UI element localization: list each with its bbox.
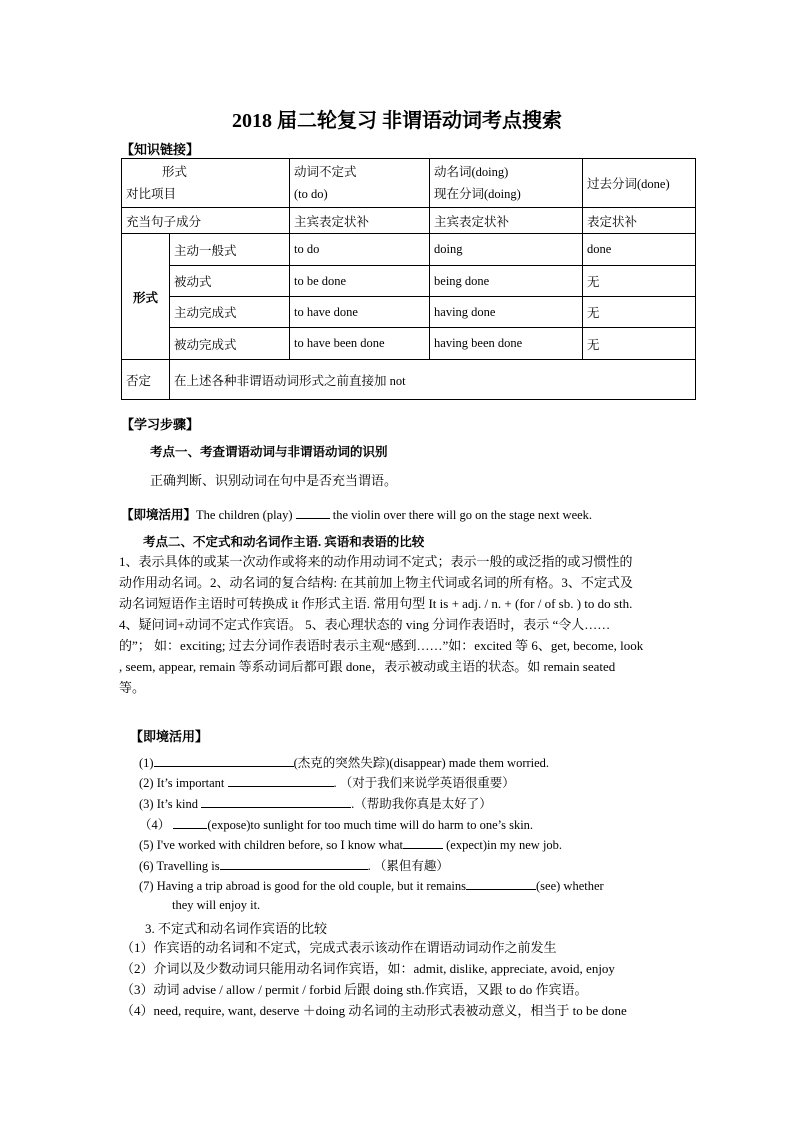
form-row-past-participle: 无 [583, 328, 696, 360]
form-row-name: 主动一般式 [170, 234, 290, 266]
answer-blank[interactable] [201, 795, 351, 808]
point3-title: 3. 不定式和动名词作宾语的比较 [145, 921, 328, 936]
answer-blank[interactable] [466, 877, 536, 890]
point3-line: （3）动词 advise / allow / permit / forbid 后跟 doing sth.作宾语，又跟 to do 作宾语。 [121, 982, 588, 997]
form-row-name: 被动完成式 [170, 328, 290, 360]
exercise-1 [139, 753, 549, 771]
exercise-7-continued: they will enjoy it. [172, 898, 261, 912]
corner-label-form: 形式 [162, 165, 188, 179]
exercise-text: （4） [139, 818, 174, 832]
point2-body [119, 551, 679, 698]
answer-blank[interactable] [173, 816, 207, 829]
point1-title: 考点一、考查谓语动词与非谓语动词的识别 [150, 445, 388, 459]
exercise-text: (1) [139, 756, 154, 770]
role-infinitive: 主宾表定状补 [290, 208, 430, 234]
point2-line: 的”； 如：exciting; 过去分词作表语时表示主观“感到……”如：excited 等 6、get, become, look [119, 638, 644, 653]
page-title: 2018 届二轮复习 非谓语动词考点搜索 [232, 110, 562, 132]
exercise-4 [139, 815, 533, 833]
header-infinitive [290, 159, 430, 208]
exercise-text: . （累但有趣） [367, 859, 449, 873]
form-row-gerund: having done [430, 297, 583, 328]
exercise-text: (expose)to sunlight for too much time will do harm to one’s skin. [207, 818, 534, 832]
form-row-gerund: doing [430, 234, 583, 266]
role-label: 充当句子成分 [122, 208, 290, 234]
corner-label-compare: 对比项目 [126, 187, 177, 201]
exercise-7 [139, 877, 604, 894]
form-label: 形式 [122, 234, 170, 360]
point1-text: 正确判断、识别动词在句中是否充当谓语。 [150, 473, 398, 488]
header-gerund-label: 动名词(doing) [434, 165, 509, 179]
point3-body [121, 937, 681, 1021]
answer-blank[interactable] [296, 506, 330, 519]
point3-line: （2）介词以及少数动词只能用动名词作宾语，如：admit, dislike, appreciate, avoid, enjoy [121, 961, 615, 976]
form-row-name: 被动式 [170, 266, 290, 297]
form-row-infinitive: to be done [290, 266, 430, 297]
exercise-text: (2) It’s important [139, 776, 228, 790]
answer-blank[interactable] [228, 774, 334, 787]
header-present-participle-label: 现在分词(doing) [434, 187, 521, 201]
header-gerund [430, 159, 583, 208]
exercise-text: (see) whether [536, 879, 604, 893]
point3-line: （4）need, require, want, deserve ＋doing 动名词的主动形式表被动意义，相当于 to be done [121, 1003, 627, 1018]
apply2-heading: 【即境活用】 [130, 729, 209, 744]
form-row-infinitive: to have been done [290, 328, 430, 360]
exercise-text: (杰克的突然失踪)(disappear) made them worried. [293, 756, 550, 770]
form-row-name: 主动完成式 [170, 297, 290, 328]
role-past-participle: 表定状补 [583, 208, 696, 234]
knowledge-table [121, 158, 696, 400]
negation-text: 在上述各种非谓语动词形式之前直接加 not [170, 360, 696, 400]
section-steps-heading: 【学习步骤】 [121, 417, 200, 432]
role-gerund: 主宾表定状补 [430, 208, 583, 234]
form-row-past-participle: 无 [583, 266, 696, 297]
header-infinitive-label: 动词不定式 [294, 165, 357, 179]
negation-label: 否定 [122, 360, 170, 400]
form-row-infinitive: to do [290, 234, 430, 266]
apply1-sentence [121, 505, 592, 523]
section-knowledge-heading: 【知识链接】 [121, 142, 200, 157]
answer-blank[interactable] [220, 857, 368, 870]
table-corner-cell [122, 159, 290, 208]
header-past-participle: 过去分词(done) [583, 159, 696, 208]
exercise-2 [139, 773, 515, 791]
apply1-text-start: The children (play) [196, 508, 296, 522]
exercise-6 [139, 856, 449, 874]
answer-blank[interactable] [403, 836, 443, 849]
form-row-gerund: having been done [430, 328, 583, 360]
point2-line: 等。 [119, 680, 146, 695]
form-row-gerund: being done [430, 266, 583, 297]
form-row-past-participle: done [583, 234, 696, 266]
header-infinitive-sub: (to do) [294, 187, 328, 201]
apply1-text-end: the violin over there will go on the stage next week. [329, 508, 593, 522]
exercise-text: . （对于我们来说学英语很重要） [333, 776, 515, 790]
exercise-text: (expect)in my new job. [442, 838, 563, 852]
point2-line: 动名词短语作主语时可转换成 it 作形式主语. 常用句型 It is + adj. / n. + (for / of sb. ) to do sth. [119, 596, 633, 611]
exercise-text: (5) I've worked with children before, so I know what [139, 838, 403, 852]
exercise-3 [139, 794, 492, 812]
exercise-text: (3) It’s kind [139, 797, 202, 811]
exercise-text: (6) Travelling is [139, 859, 220, 873]
point3-line: （1）作宾语的动名词和不定式，完成式表示该动作在谓语动词动作之前发生 [121, 940, 557, 955]
exercise-text: .（帮助我你真是太好了） [351, 797, 492, 811]
form-row-infinitive: to have done [290, 297, 430, 328]
point2-line: 4、疑问词+动词不定式作宾语。 5、表心理状态的 ving 分词作表语时，表示 “令人…… [119, 617, 611, 632]
form-row-past-participle: 无 [583, 297, 696, 328]
exercise-5 [139, 836, 562, 853]
apply1-label: 【即境活用】 [121, 508, 197, 522]
point2-line: , seem, appear, remain 等系动词后都可跟 done，表示被动或主语的状态。如 remain seated [119, 659, 616, 674]
point2-line: 1、表示具体的或某一次动作或将来的动作用动词不定式；表示一般的或泛指的或习惯性的 [119, 554, 633, 569]
point2-title: 考点二、不定式和动名词作主语. 宾语和表语的比较 [143, 535, 425, 549]
exercise-text: (7) Having a trip abroad is good for the old couple, but it remains [139, 879, 467, 893]
answer-blank[interactable] [154, 754, 294, 767]
point2-line: 动作用动名词。2、动名词的复合结构: 在其前加上物主代词或名词的所有格。3、不定式及 [119, 575, 633, 590]
